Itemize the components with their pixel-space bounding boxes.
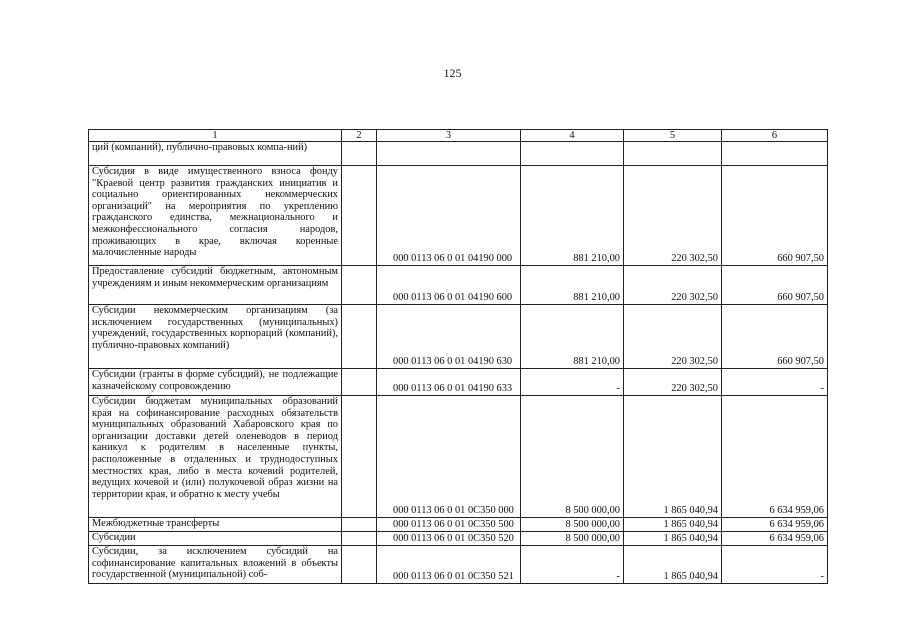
row-name: Субсидии некоммерческим организациям (за исключением государственных (муниципальных) учреждений, государственных корпораций (компаний), публично-правовых компаний) xyxy=(89,305,342,369)
table-row xyxy=(89,305,828,369)
row-value-approved: 8 500 000,00 xyxy=(521,532,624,546)
row-code: 000 0113 06 0 01 04190 600 xyxy=(377,266,521,305)
row-value-executed: 220 302,50 xyxy=(624,166,722,266)
column-header: 3 xyxy=(377,130,521,142)
column-header: 6 xyxy=(722,130,828,142)
row-name: Субсидии бюджетам муниципальных образований края на софинансирование расходных обязательств муниципальных образований Хабаровского края по организации доставки детей оленеводов в период каникул к родителям в населенные пункты, расположенные в отдаленных и труднодоступных местностях края, либо в места кочевий родителей, ведущих кочевой и (или) полукочевой образ жизни на территории края, и обратно к месту учебы xyxy=(89,396,342,518)
row-name: ций (компаний), публично-правовых компа-ний) xyxy=(89,142,342,166)
row-value-executed xyxy=(624,142,722,166)
row-value-approved: 8 500 000,00 xyxy=(521,518,624,532)
row-col2 xyxy=(342,369,377,396)
table-row xyxy=(89,142,828,166)
row-code: 000 0113 06 0 01 0С350 000 xyxy=(377,396,521,518)
row-value-executed: 220 302,50 xyxy=(624,266,722,305)
table-header-row xyxy=(89,130,828,142)
row-col2 xyxy=(342,546,377,584)
row-value-executed: 1 865 040,94 xyxy=(624,518,722,532)
row-value-executed: 1 865 040,94 xyxy=(624,396,722,518)
table-row xyxy=(89,518,828,532)
row-value-remaining: 6 634 959,06 xyxy=(722,518,828,532)
row-name: Субсидии, за исключением субсидий на софинансирование капитальных вложений в объекты государственной (муниципальной) соб- xyxy=(89,546,342,584)
row-value-approved: 881 210,00 xyxy=(521,266,624,305)
row-value-executed: 1 865 040,94 xyxy=(624,546,722,584)
budget-table xyxy=(88,129,828,584)
page-number: 125 xyxy=(443,66,462,80)
row-value-remaining: - xyxy=(722,369,828,396)
row-code: 000 0113 06 0 01 04190 000 xyxy=(377,166,521,266)
row-col2 xyxy=(342,396,377,518)
row-value-executed: 220 302,50 xyxy=(624,369,722,396)
row-code: 000 0113 06 0 01 0С350 500 xyxy=(377,518,521,532)
row-value-remaining xyxy=(722,142,828,166)
row-col2 xyxy=(342,532,377,546)
row-value-approved xyxy=(521,142,624,166)
row-value-approved: 881 210,00 xyxy=(521,305,624,369)
row-value-remaining: 660 907,50 xyxy=(722,266,828,305)
row-name: Предоставление субсидий бюджетным, автономным учреждениям и иным некоммерческим организациям xyxy=(89,266,342,305)
row-col2 xyxy=(342,166,377,266)
row-value-remaining: 660 907,50 xyxy=(722,166,828,266)
column-header: 1 xyxy=(89,130,342,142)
row-value-approved: 8 500 000,00 xyxy=(521,396,624,518)
table-row xyxy=(89,532,828,546)
row-value-executed: 220 302,50 xyxy=(624,305,722,369)
column-header: 2 xyxy=(342,130,377,142)
row-code: 000 0113 06 0 01 04190 633 xyxy=(377,369,521,396)
row-value-remaining: - xyxy=(722,546,828,584)
table-row xyxy=(89,166,828,266)
row-value-executed: 1 865 040,94 xyxy=(624,532,722,546)
row-col2 xyxy=(342,518,377,532)
row-name: Субсидия в виде имущественного взноса фонду "Краевой центр развития гражданских инициатив и социально ориентированных некоммерческих организаций" на мероприятия по укреплению гражданского единства, межнационального и межконфессионального согласия народов, проживающих в крае, включая коренные малочисленные народы xyxy=(89,166,342,266)
row-col2 xyxy=(342,305,377,369)
row-value-remaining: 660 907,50 xyxy=(722,305,828,369)
row-code: 000 0113 06 0 01 0С350 520 xyxy=(377,532,521,546)
row-col2 xyxy=(342,266,377,305)
column-header: 5 xyxy=(624,130,722,142)
row-value-remaining: 6 634 959,06 xyxy=(722,396,828,518)
row-name: Межбюджетные трансферты xyxy=(89,518,342,532)
row-value-approved: - xyxy=(521,546,624,584)
row-code xyxy=(377,142,521,166)
table-row xyxy=(89,266,828,305)
row-name: Субсидии xyxy=(89,532,342,546)
table-row xyxy=(89,369,828,396)
row-value-remaining: 6 634 959,06 xyxy=(722,532,828,546)
row-code: 000 0113 06 0 01 0С350 521 xyxy=(377,546,521,584)
row-name: Субсидии (гранты в форме субсидий), не подлежащие казначейскому сопровождению xyxy=(89,369,342,396)
row-col2 xyxy=(342,142,377,166)
table-row xyxy=(89,546,828,584)
row-value-approved: 881 210,00 xyxy=(521,166,624,266)
column-header: 4 xyxy=(521,130,624,142)
row-value-approved: - xyxy=(521,369,624,396)
table-row xyxy=(89,396,828,518)
row-code: 000 0113 06 0 01 04190 630 xyxy=(377,305,521,369)
